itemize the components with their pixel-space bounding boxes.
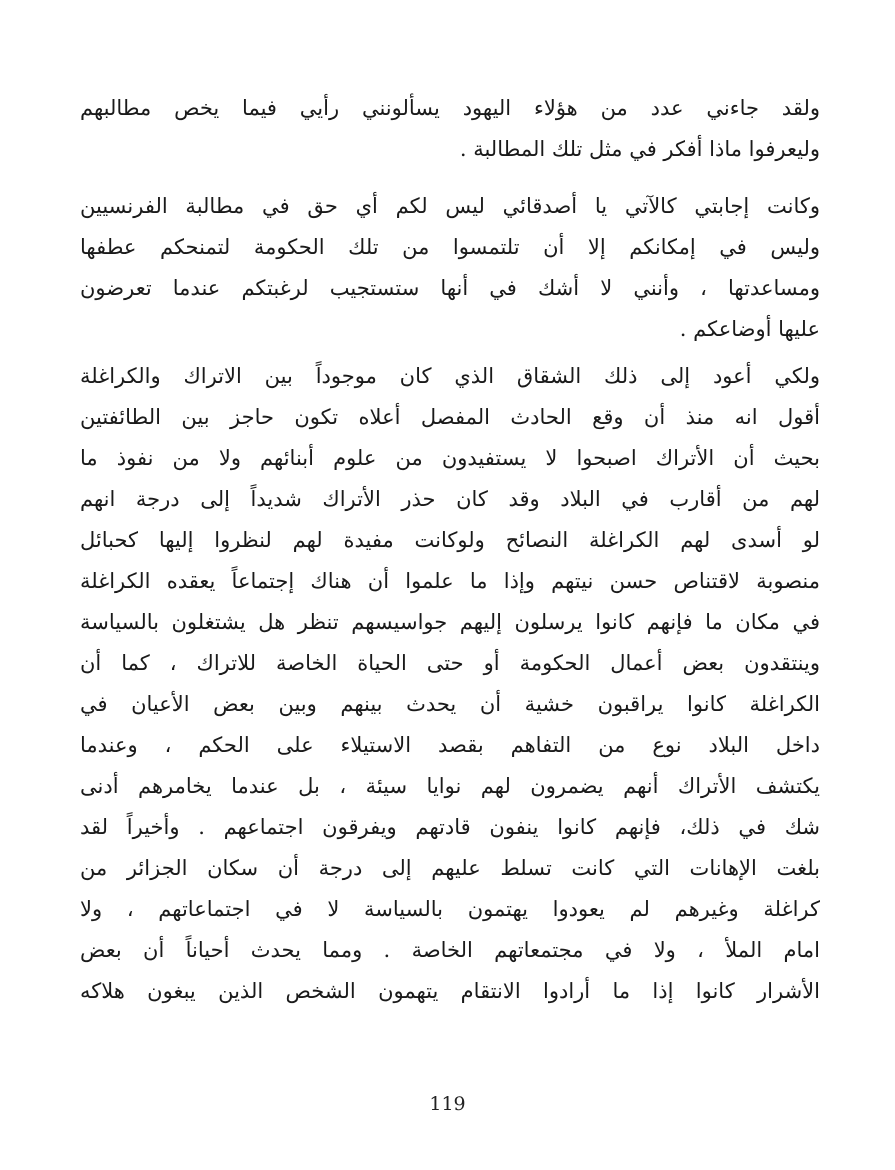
page-number: 119 xyxy=(429,1093,466,1115)
text-line: وينتقدون بعض أعمال الحكومة أو حتى الحياة الخاصة للاتراك ، كما أن xyxy=(80,651,820,675)
paragraph-3 xyxy=(80,356,820,1012)
text-line: لو أسدى لهم الكراغلة النصائح ولوكانت مفيدة لهم لنظروا إليها كحبائل xyxy=(80,528,820,552)
text-line: يكتشف الأتراك أنهم يضمرون لهم نوايا سيئة ، بل عندما يخامرهم أدنى xyxy=(80,774,820,798)
text-line: كراغلة وغيرهم لم يعودوا يهتمون بالسياسة لا في اجتماعاتهم ، ولا xyxy=(80,897,820,921)
text-line: الأشرار كانوا إذا ما أرادوا الانتقام يتهمون الشخص الذين يبغون هلاكه xyxy=(80,979,820,1003)
text-line: داخل البلاد نوع من التفاهم بقصد الاستيلاء على الحكم ، وعندما xyxy=(80,733,820,757)
text-line: أقول انه منذ أن وقع الحادث المفصل أعلاه تكون حاجز بين الطائفتين xyxy=(80,405,820,429)
text-line: الكراغلة كانوا يراقبون خشية أن يحدث بينهم وبين بعض الأعيان في xyxy=(80,692,820,716)
text-line: منصوبة لاقتناص حسن نيتهم وإذا ما علموا أن هناك إجتماعاً يعقده الكراغلة xyxy=(80,569,820,593)
text-line: امام الملأ ، ولا في مجتمعاتهم الخاصة . ومما يحدث أحياناً أن بعض xyxy=(80,938,820,962)
text-line: شك في ذلك، فإنهم كانوا ينفون قادتهم ويفرقون اجتماعهم . وأخيراً لقد xyxy=(80,815,820,839)
paragraph-1 xyxy=(80,88,820,170)
text-line: ولكي أعود إلى ذلك الشقاق الذي كان موجوداً بين الاتراك والكراغلة xyxy=(80,364,820,388)
text-line: وليعرفوا ماذا أفكر في مثل تلك المطالبة . xyxy=(459,137,820,161)
text-line: لهم من أقارب في البلاد وقد كان حذر الأتراك شديداً إلى درجة انهم xyxy=(80,487,820,511)
text-line: وكانت إجابتي كالآتي يا أصدقائي ليس لكم أي حق في مطالبة الفرنسيين xyxy=(80,194,820,218)
text-line: عليها أوضاعكم . xyxy=(679,317,820,341)
text-line: في مكان ما فإنهم كانوا يرسلون إليهم جواسيسهم تنظر هل يشتغلون بالسياسة xyxy=(80,610,820,634)
text-line: ولقد جاءني عدد من هؤلاء اليهود يسألونني رأيي فيما يخص مطالبهم xyxy=(80,96,820,120)
text-line: ومساعدتها ، وأنني لا أشك في أنها ستستجيب لرغبتكم عندما تعرضون xyxy=(80,276,820,300)
text-line: وليس في إمكانكم إلا أن تلتمسوا من تلك الحكومة لتمنحكم عطفها xyxy=(80,235,820,259)
text-line: بلغت الإهانات التي كانت تسلط عليهم إلى درجة أن سكان الجزائر من xyxy=(80,856,820,880)
paragraph-2 xyxy=(80,186,820,350)
text-line: بحيث أن الأتراك اصبحوا لا يستفيدون من علوم أبنائهم ولا من نفوذ ما xyxy=(80,446,820,470)
